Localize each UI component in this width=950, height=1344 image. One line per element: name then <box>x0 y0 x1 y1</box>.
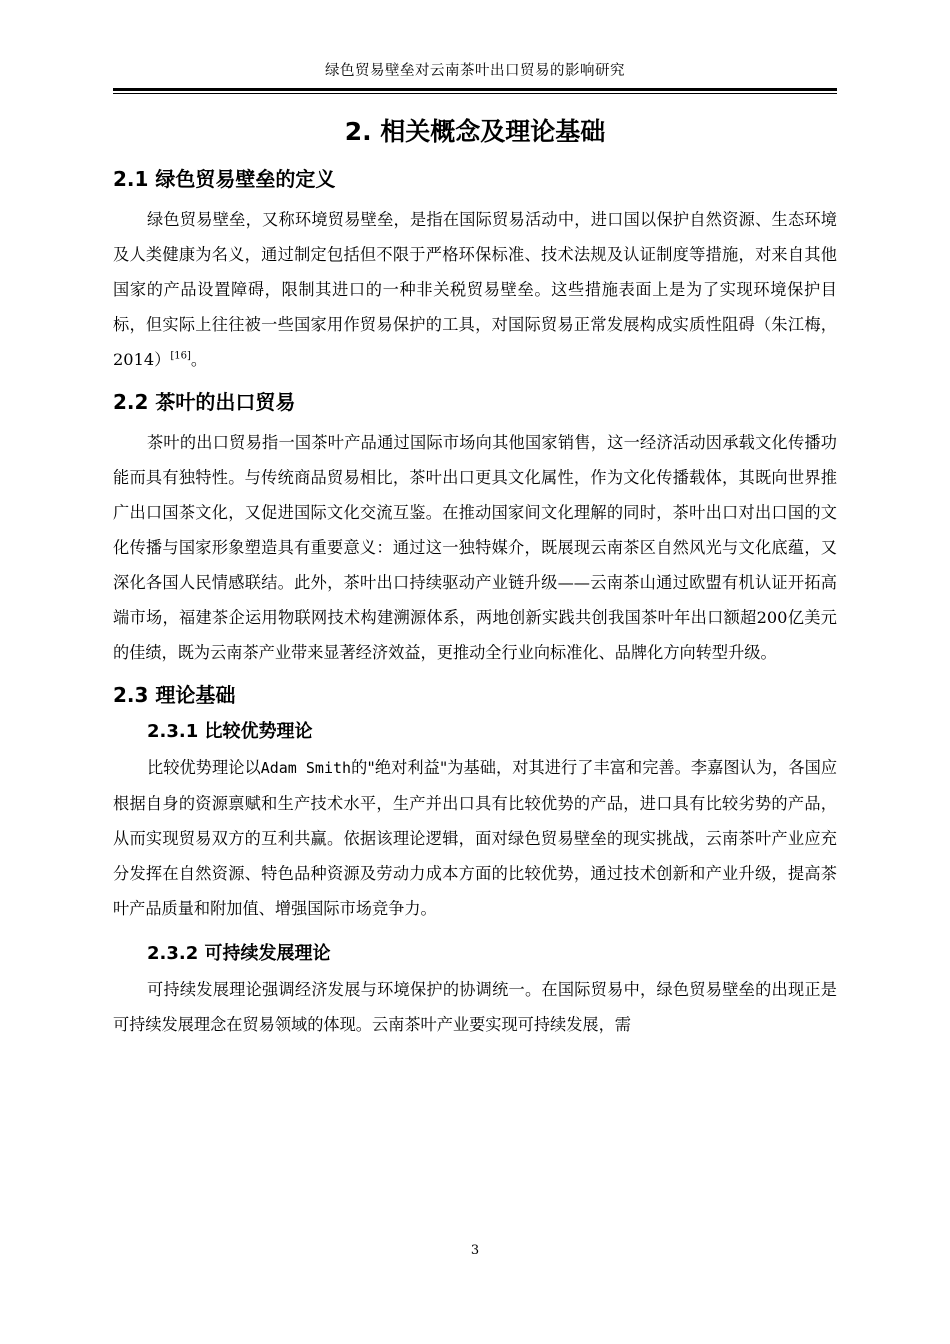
section-2-1-paragraph <box>113 202 837 377</box>
adam-smith-name: Adam Smith <box>260 759 352 777</box>
section-2-3-2-paragraph: 可持续发展理论强调经济发展与环境保护的协调统一。在国际贸易中，绿色贸易壁垒的出现正是可持续发展理念在贸易领域的体现。云南茶叶产业要实现可持续发展，需 <box>113 980 837 1034</box>
section-2-1-end: 。 <box>190 350 208 369</box>
section-2-3-2-heading: 2.3.2 可持续发展理论 <box>147 943 331 964</box>
section-2-3-1-text-before: 比较优势理论以 <box>147 758 261 777</box>
section-2-1-text: 绿色贸易壁垒，又称环境贸易壁垒，是指在国际贸易活动中，进口国以保护自然资源、生态环境及人类健康为名义，通过制定包括但不限于严格环保标准、技术法规及认证制度等措施，对来自其他国家的产品设置障碍，限制其进口的一种非关税贸易壁垒。这些措施表面上是为了实现环境保护目标，但实际上往往被一些国家用作贸易保护的工具，对国际贸易正常发展构成实质性阻碍（朱江梅，2014） <box>113 210 837 369</box>
page-number: 3 <box>470 1243 480 1258</box>
chapter-title: 2. 相关概念及理论基础 <box>344 117 606 146</box>
section-2-3-1-heading: 2.3.1 比较优势理论 <box>147 721 313 742</box>
section-2-2-paragraph: 茶叶的出口贸易指一国茶叶产品通过国际市场向其他国家销售，这一经济活动因承载文化传播功能而具有独特性。与传统商品贸易相比，茶叶出口更具文化属性，作为文化传播载体，其既向世界推广出口国茶文化，又促进国际文化交流互鉴。在推动国家间文化理解的同时，茶叶出口对出口国的文化传播与国家形象塑造具有重要意义：通过这一独特媒介，既展现云南茶区自然风光与文化底蕴，又深化各国人民情感联结。此外，茶叶出口持续驱动产业链升级——云南茶山通过欧盟有机认证开拓高端市场，福建茶企运用物联网技术构建溯源体系，两地创新实践共创我国茶叶年出口额超200亿美元的佳绩，既为云南茶产业带来显著经济效益，更推动全行业向标准化、品牌化方向转型升级。 <box>113 433 837 662</box>
section-2-3-1-text-after: 的"绝对利益"为基础，对其进行了丰富和完善。李嘉图认为，各国应根据自身的资源禀赋和生产技术水平，生产并出口具有比较优势的产品，进口具有比较劣势的产品，从而实现贸易双方的互利共赢。依据该理论逻辑，面对绿色贸易壁垒的现实挑战，云南茶叶产业应充分发挥在自然资源、特色品种资源及劳动力成本方面的比较优势，通过技术创新和产业升级，提高茶叶产品质量和附加值、增强国际市场竞争力。 <box>113 758 838 918</box>
section-2-3-1-paragraph <box>113 750 837 926</box>
header-rule-thick <box>113 88 837 91</box>
page-body <box>113 112 837 1042</box>
running-header: 绿色贸易壁垒对云南茶叶出口贸易的影响研究 <box>325 63 625 79</box>
citation-16: [16] <box>170 350 191 362</box>
section-2-2-heading: 2.2 茶叶的出口贸易 <box>113 390 296 414</box>
section-2-3-heading: 2.3 理论基础 <box>113 683 236 707</box>
section-2-1-heading: 2.1 绿色贸易壁垒的定义 <box>113 167 336 191</box>
header-rule-thin <box>113 93 837 94</box>
